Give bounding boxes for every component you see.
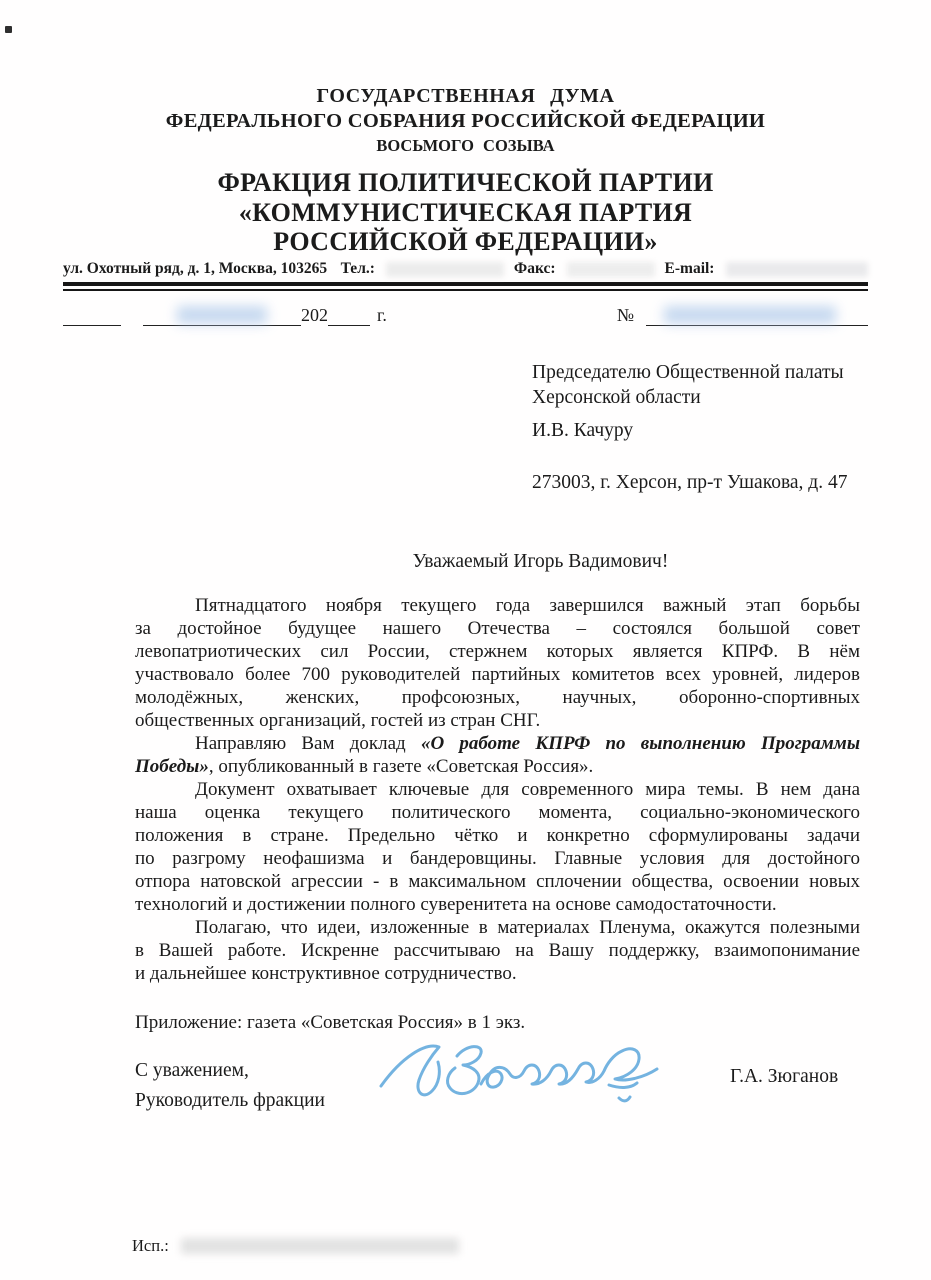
letterhead	[0, 0, 931, 257]
number-sign: №	[616, 304, 634, 325]
body-line: левопатриотических сил России, стержнем которых является КПРФ. В нём	[135, 640, 860, 662]
closing-title: Руководитель фракции	[135, 1089, 325, 1111]
redacted-executor	[181, 1238, 459, 1254]
body-line: и дальнейшее конструктивное сотрудничество.	[135, 962, 517, 984]
salutation: Уважаемый Игорь Вадимович!	[412, 550, 669, 572]
signer-name: Г.А. Зюганов	[730, 1066, 839, 1087]
faction-title-line1: ФРАКЦИЯ ПОЛИТИЧЕСКОЙ ПАРТИИ	[217, 168, 714, 197]
recipient-name: И.В. Качуру	[532, 419, 634, 441]
body-line	[135, 755, 860, 778]
body-line: Пятнадцатого ноября текущего года завершился важный этап борьбы	[195, 594, 860, 616]
letter-body	[135, 594, 860, 985]
body-line: по разгрому неофашизма и бандеровщины. Главные условия для достойного	[135, 847, 860, 869]
recipient-title-line1: Председателю Общественной палаты	[532, 361, 844, 383]
body-line: положения в стране. Предельно чётко и конкретно сформулированы задачи	[135, 824, 860, 846]
year-prefix: 202	[301, 304, 328, 325]
year-blank	[328, 303, 370, 326]
closing-regards: С уважением,	[135, 1059, 249, 1081]
date-number-line	[63, 302, 868, 326]
letterhead-divider-rule	[63, 282, 868, 291]
scan-artifact-dot	[5, 26, 12, 33]
body-line: отпора натовской агрессии - в максимальном сплочении общества, освоении новых	[135, 870, 860, 892]
body-line	[135, 732, 860, 755]
convocation-line: ВОСЬМОГО СОЗЫВА	[376, 136, 555, 155]
date-month-blank	[143, 303, 301, 326]
recipient-address: 273003, г. Херсон, пр-т Ушакова, д. 47	[532, 471, 848, 493]
executor-label: Исп.:	[132, 1236, 169, 1255]
body-line: Полагаю, что идеи, изложенные в материалах Пленума, окажутся полезными	[195, 916, 860, 938]
redacted-phone	[386, 262, 504, 277]
faction-title-line3: РОССИЙСКОЙ ФЕДЕРАЦИИ»	[273, 227, 658, 256]
body-line: молодёжных, женских, профсоюзных, научных, оборонно-спортивных	[135, 686, 860, 708]
phone-label: Тел.:	[340, 259, 375, 277]
report-title-part1: «О работе КПРФ по выполнению Программы	[420, 732, 860, 754]
org-name-line: ГОСУДАРСТВЕННАЯ ДУМА	[316, 85, 615, 107]
body-line: общественных организаций, гостей из стран СНГ.	[135, 709, 541, 731]
recipient-title-line2: Херсонской области	[532, 386, 701, 408]
number-blank	[646, 303, 868, 326]
attachment-note: Приложение: газета «Советская Россия» в 1 экз.	[135, 1011, 526, 1033]
year-suffix: г.	[377, 304, 387, 325]
email-label: E-mail:	[664, 259, 715, 277]
report-title-part2: Победы»	[135, 755, 209, 777]
body-line: за достойное будущее нашего Отечества – состоялся большой совет	[135, 617, 860, 639]
faction-title	[0, 168, 931, 257]
executor-line	[132, 1236, 459, 1256]
redacted-date	[177, 306, 267, 324]
redacted-number	[664, 306, 836, 324]
fax-label: Факс:	[513, 259, 556, 277]
report-outro-text: , опубликованный в газете «Советская Россия».	[208, 755, 594, 777]
handwritten-signature-zyuganov	[373, 1022, 678, 1122]
redacted-email	[726, 262, 868, 277]
body-line: технологий и достижении полного суверенитета на основе самодостаточности.	[135, 893, 777, 915]
faction-title-line2: «КОММУНИСТИЧЕСКАЯ ПАРТИЯ	[238, 197, 693, 227]
date-day-blank	[63, 303, 121, 326]
body-line: Документ охватывает ключевые для современного мира темы. В нем дана	[195, 778, 860, 800]
postal-address: ул. Охотный ряд, д. 1, Москва, 103265	[63, 259, 328, 277]
contact-info-row	[63, 259, 868, 278]
outgoing-number-group	[617, 303, 868, 326]
redacted-fax	[567, 262, 655, 277]
body-line: наша оценка текущего политического момента, социально-экономического	[135, 801, 860, 823]
recipient-block	[532, 360, 931, 495]
org-subtitle-line: ФЕДЕРАЛЬНОГО СОБРАНИЯ РОССИЙСКОЙ ФЕДЕРАЦИИ	[165, 110, 766, 132]
body-line: участвовало более 700 руководителей партийных комитетов всех уровней, лидеров	[135, 663, 860, 685]
body-line: в Вашей работе. Искренне рассчитываю на Вашу поддержку, взаимопонимание	[135, 939, 860, 961]
report-intro-text: Направляю Вам доклад	[195, 732, 421, 754]
